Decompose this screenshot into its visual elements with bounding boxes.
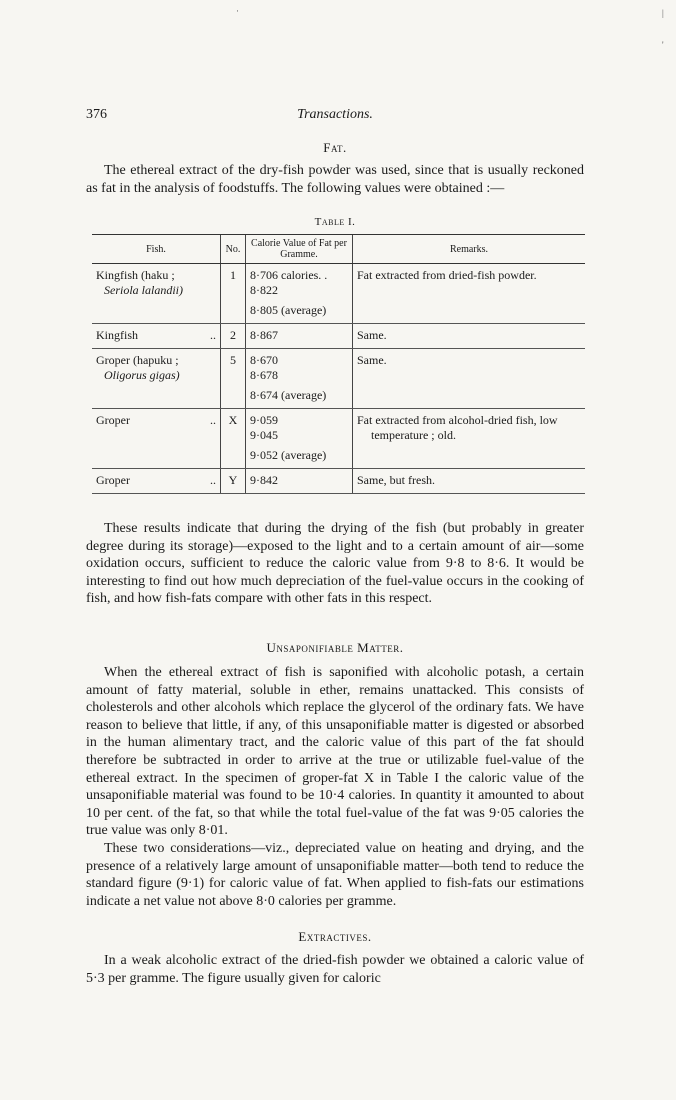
fish-cell xyxy=(92,469,221,494)
leader-dots: .. xyxy=(210,473,216,487)
table-row xyxy=(92,469,585,494)
calorie-cell xyxy=(246,324,353,349)
fish-cell xyxy=(92,349,221,409)
calorie-average: 9·052 (average) xyxy=(250,448,327,462)
remarks-cell: Fat extracted from dried-fish powder. xyxy=(353,264,586,324)
remarks-cell: Same, but fresh. xyxy=(353,469,586,494)
remarks-text: Fat extracted from alcohol-dried fish, low temperature ; old. xyxy=(357,413,558,442)
scientific-name: Oligorus gigas) xyxy=(104,368,180,382)
number-cell: 2 xyxy=(221,324,246,349)
number-cell: X xyxy=(221,409,246,469)
table-row xyxy=(92,324,585,349)
number-cell: Y xyxy=(221,469,246,494)
scientific-name: Seriola lalandii) xyxy=(104,283,183,297)
fish-name: Kingfish (haku ; xyxy=(96,268,175,282)
table-caption: Table I. xyxy=(314,216,356,228)
section-heading-extractives: Extractives. xyxy=(298,929,372,944)
unsaponifiable-paragraph-1: When the ethereal extract of fish is saponified with alcoholic potash, a certain amount of fatty material, soluble in ether, remains unattacked. This consists of cholesterols and other alcohols which replace the glycerol of the ordinary fats. We have reason to believe that little, if any, of this unsaponifiable matter is digested or absorbed in the human alimentary tract, and the caloric value of this part of the fat should therefore be subtracted in order to arrive at the true or utilizable fuel-value of the ethereal extract. In the specimen of groper-fat X in Table I the caloric value of the unsaponifiable material was found to be 10·4 calories. In quantity it amounted to about 10 per cent. of the fat, so that while the total fuel-value of the fat was 9·05 calories the true value was only 8·01. xyxy=(86,665,584,839)
data-table xyxy=(92,234,585,494)
calorie-cell xyxy=(246,264,353,324)
running-head xyxy=(86,107,584,127)
remarks-cell: Same. xyxy=(353,349,586,409)
header-no: No. xyxy=(221,235,246,264)
unsaponifiable-paragraph-2: These two considerations—viz., depreciated value on heating and drying, and the presence of a relatively large amount of unsaponifiable matter—both tend to reduce the standard figure (9·1) for caloric value of fat. When applied to fish-fats our estimations indicate a net value not above 8·0 calories per gramme. xyxy=(86,841,584,909)
number-cell: 5 xyxy=(221,349,246,409)
leader-dots: .. xyxy=(210,413,216,427)
calorie-value: 8·670 xyxy=(250,353,278,367)
fish-name: Groper (hapuku ; xyxy=(96,353,179,367)
header-fish: Fish. xyxy=(92,235,221,264)
section-heading-unsaponifiable: Unsaponifiable Matter. xyxy=(266,640,404,655)
results-paragraph: These results indicate that during the drying of the fish (but probably in greater degree during its storage)—exposed to the light and to a certain amount of air—some oxidation occurs, sufficient to reduce the caloric value from 9·8 to 8·6. It would be interesting to find out how much depreciation of the fuel-value occurs in the cooking of fish, and how fish-fats compare with other fats in this respect. xyxy=(86,521,584,607)
calorie-average: 8·674 (average) xyxy=(250,388,327,402)
remarks-cell xyxy=(353,409,586,469)
table-row xyxy=(92,264,585,324)
page-number: 376 xyxy=(86,107,107,122)
number-cell: 1 xyxy=(221,264,246,324)
header-remarks: Remarks. xyxy=(353,235,586,264)
fish-name: Kingfish xyxy=(96,328,138,342)
calorie-average: 8·805 (average) xyxy=(250,303,327,317)
calorie-cell xyxy=(246,469,353,494)
calorie-value: 8·706 calories. . xyxy=(250,268,328,282)
leader-dots: .. xyxy=(210,328,216,342)
margin-mark: | xyxy=(662,8,664,18)
calorie-value: 8·822 xyxy=(250,283,278,297)
table-row xyxy=(92,409,585,469)
remarks-cell: Same. xyxy=(353,324,586,349)
running-title: Transactions. xyxy=(297,107,373,122)
calorie-value: 9·842 xyxy=(250,473,278,487)
calorie-value: 8·867 xyxy=(250,328,278,342)
table-row xyxy=(92,349,585,409)
fat-intro-paragraph: The ethereal extract of the dry-fish powder was used, since that is usually reckoned as fat in the analysis of foodstuffs. The following values were obtained :— xyxy=(86,163,584,196)
calorie-cell xyxy=(246,409,353,469)
calorie-cell xyxy=(246,349,353,409)
extractives-paragraph: In a weak alcoholic extract of the dried-fish powder we obtained a caloric value of 5·3 per gramme. The figure usually given for caloric xyxy=(86,953,584,986)
margin-mark: ' xyxy=(662,40,664,50)
table-header-row xyxy=(92,235,585,264)
calorie-value: 9·059 xyxy=(250,413,278,427)
calorie-value: 9·045 xyxy=(250,428,278,442)
header-calorie: Calorie Value of Fat per Gramme. xyxy=(246,235,353,264)
fish-cell xyxy=(92,324,221,349)
fish-name: Groper xyxy=(96,413,130,427)
fish-cell xyxy=(92,264,221,324)
section-heading-fat: Fat. xyxy=(323,140,347,155)
fish-name: Groper xyxy=(96,473,130,487)
fish-cell xyxy=(92,409,221,469)
calorie-value: 8·678 xyxy=(250,368,278,382)
margin-mark: · xyxy=(236,6,239,16)
